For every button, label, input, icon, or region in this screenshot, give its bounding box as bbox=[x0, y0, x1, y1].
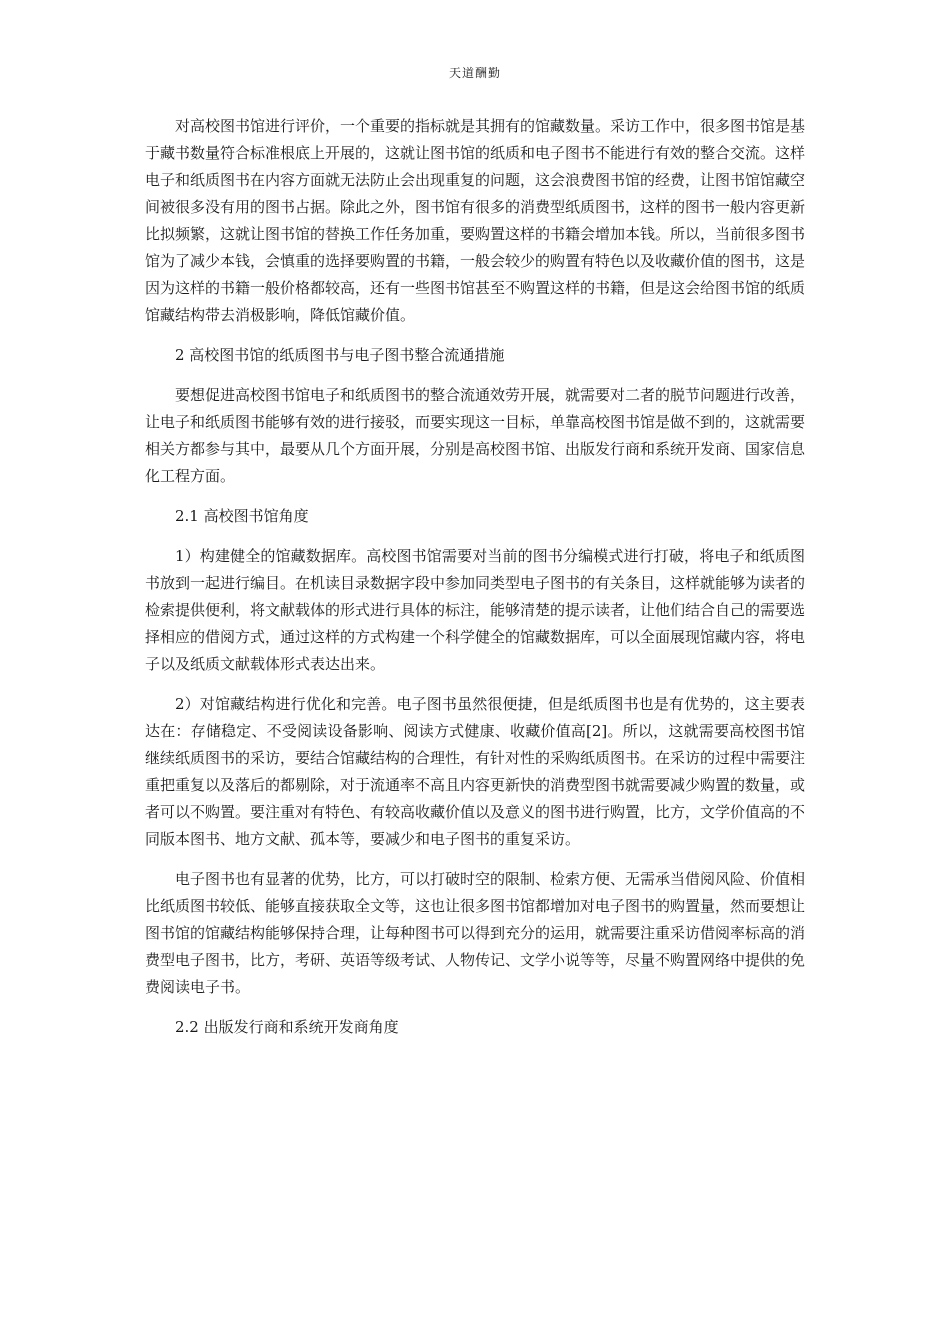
subsection-heading-2-1: 2.1 高校图书馆角度 bbox=[175, 507, 309, 525]
page-header: 天道酬勤 bbox=[448, 66, 501, 80]
paragraph-ebook-advantages: 电子图书也有显著的优势，比方，可以打破时空的限制、检索方便、无需承当借阅风险、价值相比纸质图书较低、能够直接获取全文等，这也让很多图书馆都增加对电子图书的购置量，然而要想让图书馆的馆藏结构能够保持合理，让每种图书可以得到充分的运用，就需要注重采访借阅率标高的消费型电子图书，比方，考研、英语等级考试、人物传记、文学小说等等，尽量不购置网络中提供的免费阅读电子书。 bbox=[145, 870, 806, 996]
section-heading-2: 2 高校图书馆的纸质图书与电子图书整合流通措施 bbox=[175, 346, 505, 364]
paragraph-database: 1）构建健全的馆藏数据库。高校图书馆需要对当前的图书分编模式进行打破，将电子和纸质图书放到一起进行编目。在机读目录数据字段中参加同类型电子图书的有关条目，这样就能够为读者的检索提供便利，将文献载体的形式进行具体的标注，能够清楚的提示读者，让他们结合自己的需要选择相应的借阅方式，通过这样的方式构建一个科学健全的馆藏数据库，可以全面展现馆藏内容，将电子以及纸质文献载体形式表达出来。 bbox=[145, 547, 806, 673]
subsection-heading-2-2: 2.2 出版发行商和系统开发商角度 bbox=[175, 1018, 399, 1036]
document-body bbox=[145, 113, 805, 1054]
paragraph-structure-optimization: 2）对馆藏结构进行优化和完善。电子图书虽然很便捷，但是纸质图书也是有优势的，这主要表达在：存储稳定、不受阅读设备影响、阅读方式健康、收藏价值高[2]。所以，这就需要高校图书馆继续纸质图书的采访，要结合馆藏结构的合理性，有针对性的采购纸质图书。在采访的过程中需要注重把重复以及落后的都剔除，对于流通率不高且内容更新快的消费型图书就需要减少购置的数量，或者可以不购置。要注重对有特色、有较高收藏价值以及意义的图书进行购置，比方，文学价值高的不同版本图书、地方文献、孤本等，要减少和电子图书的重复采访。 bbox=[145, 695, 806, 848]
paragraph-collection-evaluation: 对高校图书馆进行评价，一个重要的指标就是其拥有的馆藏数量。采访工作中，很多图书馆是基于藏书数量符合标准根底上开展的，这就让图书馆的纸质和电子图书不能进行有效的整合交流。这样电子和纸质图书在内容方面就无法防止会出现重复的问题，这会浪费图书馆的经费，让图书馆馆藏空间被很多没有用的图书占据。除此之外，图书馆有很多的消费型纸质图书，这样的图书一般内容更新比拟频繁，这就让图书馆的替换工作任务加重，要购置这样的书籍会增加本钱。所以，当前很多图书馆为了减少本钱，会慎重的选择要购置的书籍，一般会较少的购置有特色以及收藏价值的图书，这是因为这样的书籍一般价格都较高，还有一些图书馆甚至不购置这样的书籍，但是这会给图书馆的纸质馆藏结构带去消极影响，降低馆藏价值。 bbox=[145, 117, 806, 324]
paragraph-integration-intro: 要想促进高校图书馆电子和纸质图书的整合流通效劳开展，就需要对二者的脱节问题进行改善，让电子和纸质图书能够有效的进行接驳，而要实现这一目标，单靠高校图书馆是做不到的，这就需要相关方都参与其中，最要从几个方面开展，分别是高校图书馆、出版发行商和系统开发商、国家信息化工程方面。 bbox=[145, 386, 806, 485]
